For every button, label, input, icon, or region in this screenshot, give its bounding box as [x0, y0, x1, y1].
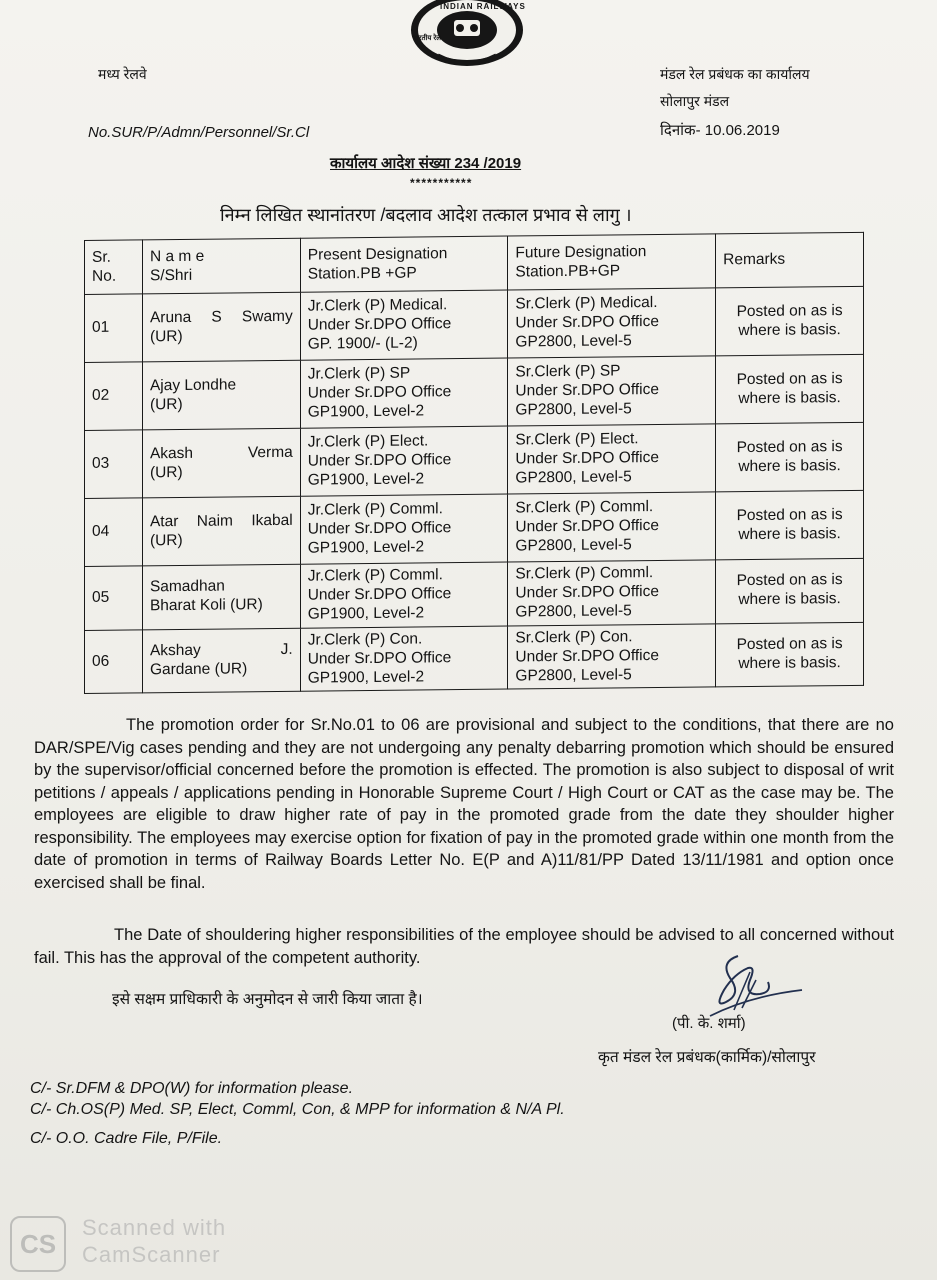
cell-sr: 02 — [85, 362, 143, 431]
emblem-text-left: भारतीय रेल — [412, 35, 442, 42]
cell-present: Jr.Clerk (P) Comml. Under Sr.DPO Office GP1900, Level-2 — [300, 562, 508, 628]
header-future-designation: Future Designation Station.PB+GP — [508, 234, 716, 290]
cell-future: Sr.Clerk (P) Comml. Under Sr.DPO Office GP2800, Level-5 — [508, 560, 716, 626]
cell-present: Jr.Clerk (P) Comml. Under Sr.DPO Office GP1900, Level-2 — [300, 494, 508, 564]
cell-future: Sr.Clerk (P) SP Under Sr.DPO Office GP2800, Level-5 — [508, 356, 716, 426]
hindi-approval-line: इसे सक्षम प्राधिकारी के अनुमोदन से जारी किया जाता है। — [112, 991, 423, 1008]
table-row — [85, 558, 864, 630]
cell-remarks: Posted on as is where is basis. — [716, 422, 864, 492]
intro-line: निम्न लिखित स्थानांतरण /बदलाव आदेश तत्काल प्रभाव से लागु । — [220, 205, 632, 225]
cell-future: Sr.Clerk (P) Medical. Under Sr.DPO Office GP2800, Level-5 — [508, 288, 716, 358]
emblem-text-right: INDIAN RAILWAYS — [440, 2, 526, 11]
cell-present: Jr.Clerk (P) Elect. Under Sr.DPO Office GP1900, Level-2 — [300, 426, 508, 496]
cell-remarks: Posted on as is where is basis. — [716, 490, 864, 560]
watermark-line-2: CamScanner — [82, 1242, 221, 1267]
copy-to-line: C/- Ch.OS(P) Med. SP, Elect, Comml, Con, & MPP for information & N/A Pl. — [30, 1101, 565, 1118]
transfer-table — [84, 232, 864, 695]
table-row — [85, 490, 864, 566]
cell-present: Jr.Clerk (P) SP Under Sr.DPO Office GP1900, Level-2 — [300, 358, 508, 428]
copy-to-line: C/- Sr.DFM & DPO(W) for information please. — [30, 1080, 354, 1097]
watermark-text — [82, 1214, 226, 1268]
cell-name: Aruna S Swamy (UR) — [142, 292, 300, 362]
table-row — [85, 422, 864, 498]
separator-stars: *********** — [410, 176, 473, 190]
cell-present: Jr.Clerk (P) Con. Under Sr.DPO Office GP1900, Level-2 — [300, 626, 508, 692]
reference-number: No.SUR/P/Admn/Personnel/Sr.Cl — [88, 124, 310, 141]
cell-remarks: Posted on as is where is basis. — [716, 354, 864, 424]
header-name: N a m e S/Shri — [142, 238, 300, 294]
cell-sr: 06 — [85, 630, 143, 694]
division-name: सोलापुर मंडल — [660, 93, 730, 109]
header-remarks: Remarks — [716, 232, 864, 288]
table-header-row — [85, 232, 864, 294]
cell-name: Akash Verma (UR) — [142, 428, 300, 498]
approval-paragraph: The Date of shouldering higher responsibilities of the employee should be advised to all concerned without fail. This has the approval of the competent authority. — [34, 926, 894, 967]
camscanner-logo-icon: CS — [10, 1216, 66, 1272]
cell-sr: 04 — [85, 498, 143, 567]
cell-name: Akshay J. Gardane (UR) — [142, 628, 300, 693]
cell-future: Sr.Clerk (P) Elect. Under Sr.DPO Office GP2800, Level-5 — [508, 424, 716, 494]
cell-sr: 03 — [85, 430, 143, 499]
office-order-title: कार्यालय आदेश संख्या 234 /2019 — [330, 155, 522, 172]
cell-sr: 05 — [85, 566, 143, 630]
watermark-line-1: Scanned with — [82, 1215, 227, 1240]
copy-to-line: C/- O.O. Cadre File, P/File. — [30, 1130, 223, 1147]
cell-name: Ajay Londhe (UR) — [142, 360, 300, 430]
cell-name: Samadhan Bharat Koli (UR) — [142, 564, 300, 629]
cell-remarks: Posted on as is where is basis. — [716, 558, 864, 623]
table-row — [85, 286, 864, 362]
conditions-paragraph: The promotion order for Sr.No.01 to 06 are provisional and subject to the conditions, that there are no DAR/SPE/Vig cases pending and they are not undergoing any penalty debarring promotion which should be ensured by the supervisor/official concerned before the promotion is effected. The promotion is also subject to disposal of writ petitions / appeals / applications pending in Honorable Supreme Court / High Court or CAT as the case may be. The employees are eligible to draw higher rate of pay in the promoted grade from the date they shoulder higher responsibility. The employees may exercise option for fixation of pay in the promoted grade within one month from the date of promotion in terms of Railway Boards Letter No. E(P and A)11/81/PP Dated 13/11/1981 and option once exercised shall be final. — [34, 716, 894, 892]
signatory-name: (पी. के. शर्मा) — [672, 1015, 746, 1032]
cell-present: Jr.Clerk (P) Medical. Under Sr.DPO Office GP. 1900/- (L-2) — [300, 290, 508, 360]
table-row — [85, 622, 864, 694]
order-date: दिनांक- 10.06.2019 — [660, 122, 780, 139]
header-present-designation: Present Designation Station.PB +GP — [300, 236, 508, 292]
cell-sr: 01 — [85, 294, 143, 363]
cell-future: Sr.Clerk (P) Comml. Under Sr.DPO Office GP2800, Level-5 — [508, 492, 716, 562]
railway-zone: मध्य रेलवे — [98, 66, 147, 82]
table-row — [85, 354, 864, 430]
signatory-designation: कृत मंडल रेल प्रबंधक(कार्मिक)/सोलापुर — [598, 1049, 816, 1066]
camscanner-watermark — [10, 1212, 250, 1272]
header-sr-no: Sr. No. — [85, 240, 143, 295]
cell-remarks: Posted on as is where is basis. — [716, 622, 864, 687]
office-name: मंडल रेल प्रबंधक का कार्यालय — [660, 66, 810, 82]
cell-future: Sr.Clerk (P) Con. Under Sr.DPO Office GP2800, Level-5 — [508, 624, 716, 690]
cell-name: Atar Naim Ikabal (UR) — [142, 496, 300, 566]
cell-remarks: Posted on as is where is basis. — [716, 286, 864, 356]
